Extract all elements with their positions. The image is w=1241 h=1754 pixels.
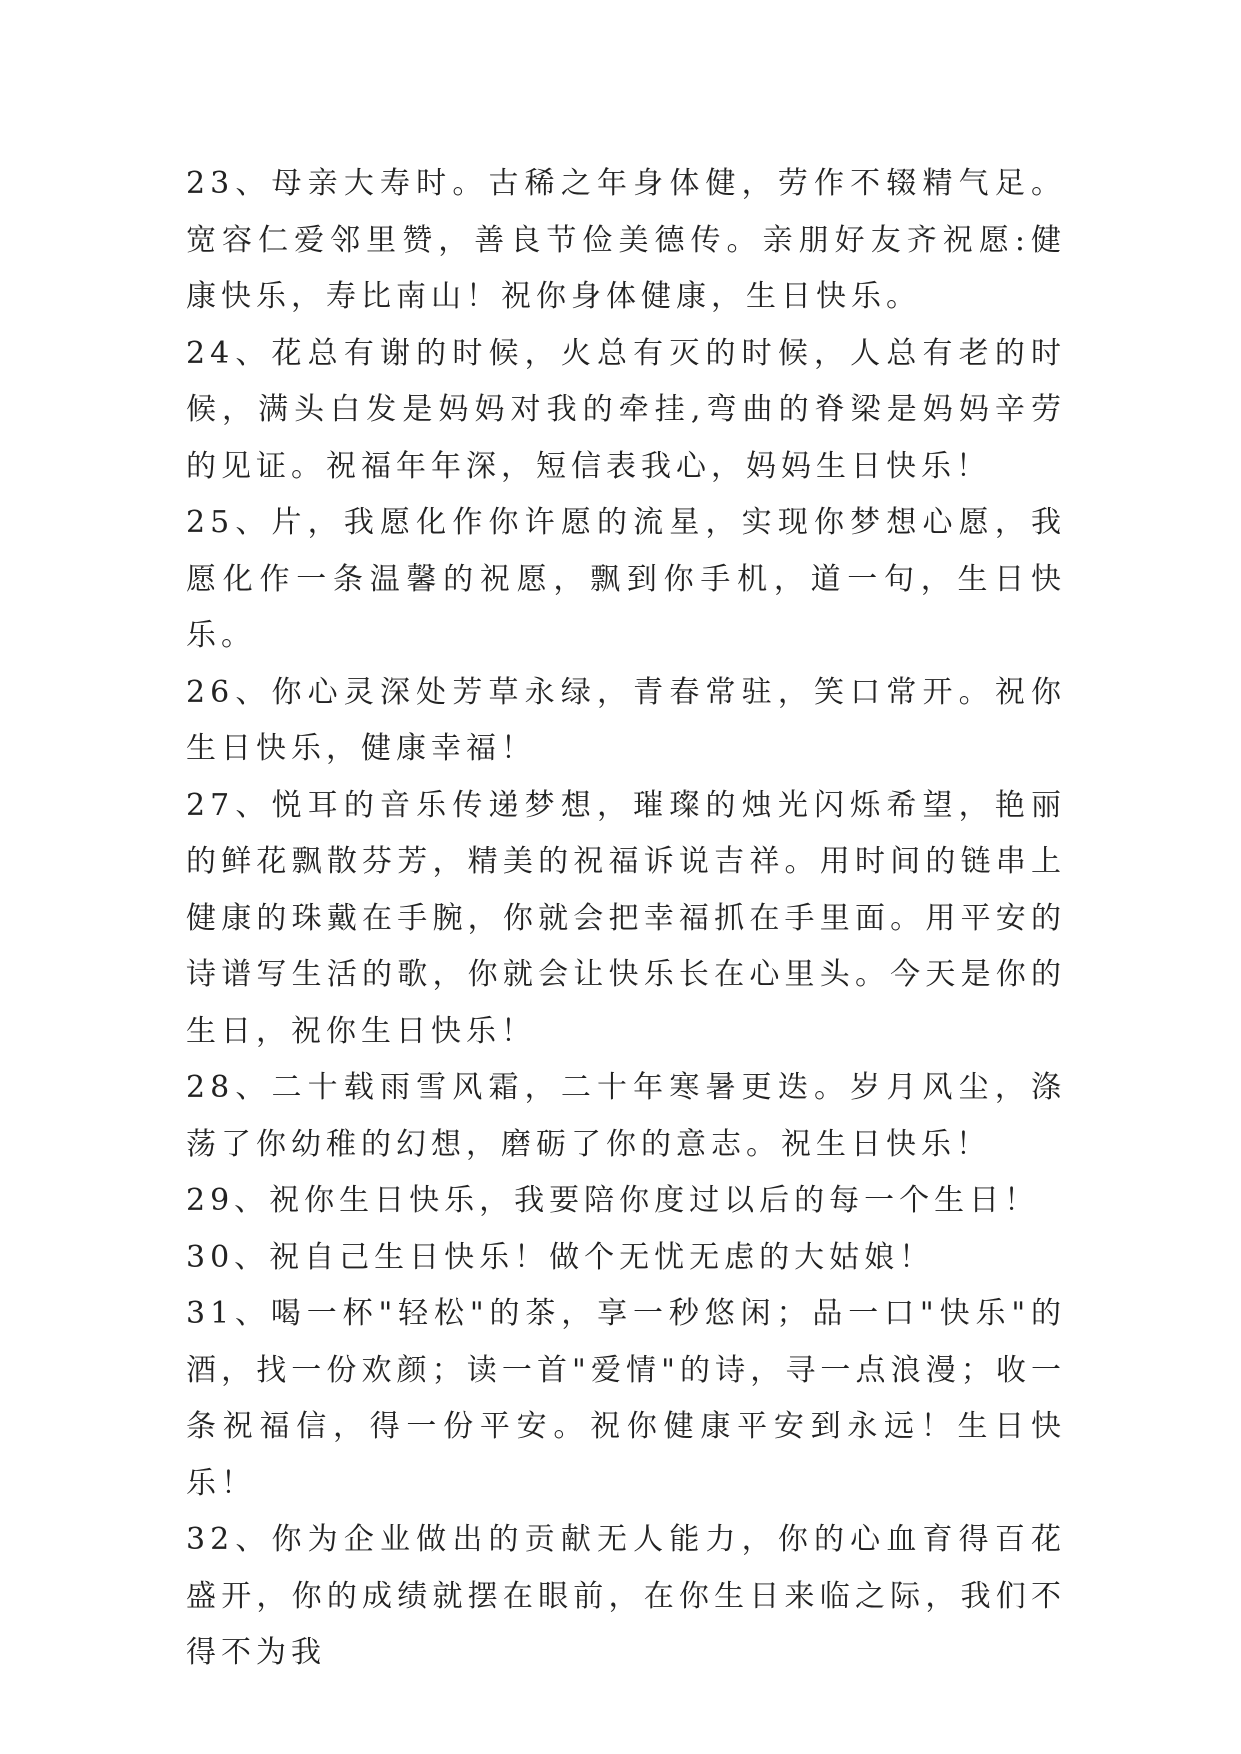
wish-paragraph-24: 24、花总有谢的时候，火总有灭的时候，人总有老的时候，满头白发是妈妈对我的牵挂,弯曲的脊梁是妈妈辛劳的见证。祝福年年深，短信表我心，妈妈生日快乐！ [186,335,1066,484]
wish-paragraph-23: 23、母亲大寿时。古稀之年身体健，劳作不辍精气足。宽容仁爱邻里赞，善良节俭美德传。亲朋好友齐祝愿:健康快乐，寿比南山！祝你身体健康，生日快乐。 [186,166,1066,314]
wish-paragraph-30: 30、祝自己生日快乐！做个无忧无虑的大姑娘！ [186,1239,935,1275]
wish-paragraph-27: 27、悦耳的音乐传递梦想，璀璨的烛光闪烁希望，艳丽的鲜花飘散芬芳，精美的祝福诉说吉祥。用时间的链串上健康的珠戴在手腕，你就会把幸福抓在手里面。用平安的诗谱写生活的歌，你就会让快乐长在心里头。今天是你的生日，祝你生日快乐！ [186,787,1066,1049]
wish-paragraph-29: 29、祝你生日快乐，我要陪你度过以后的每一个生日！ [186,1183,1040,1218]
wish-paragraph-26: 26、你心灵深处芳草永绿，青春常驻，笑口常开。祝你生日快乐，健康幸福！ [186,674,1066,766]
wish-paragraph-28: 28、二十载雨雪风霜，二十年寒暑更迭。岁月风尘，涤荡了你幼稚的幻想，磨砺了你的意志。祝生日快乐！ [186,1070,1066,1162]
wish-paragraph-25: 25、片，我愿化作你许愿的流星，实现你梦想心愿，我愿化作一条温馨的祝愿，飘到你手机，道一句，生日快乐。 [186,505,1066,653]
document-page [186,156,1066,1682]
wish-paragraph-32: 32、你为企业做出的贡献无人能力，你的心血育得百花盛开，你的成绩就摆在眼前，在你生日来临之际，我们不得不为我 [186,1522,1066,1670]
wish-paragraph-31: 31、喝一杯"轻松"的茶，享一秒悠闲；品一口"快乐"的酒，找一份欢颜；读一首"爱情"的诗，寻一点浪漫；收一条祝福信，得一份平安。祝你健康平安到永远！生日快乐！ [186,1296,1066,1501]
